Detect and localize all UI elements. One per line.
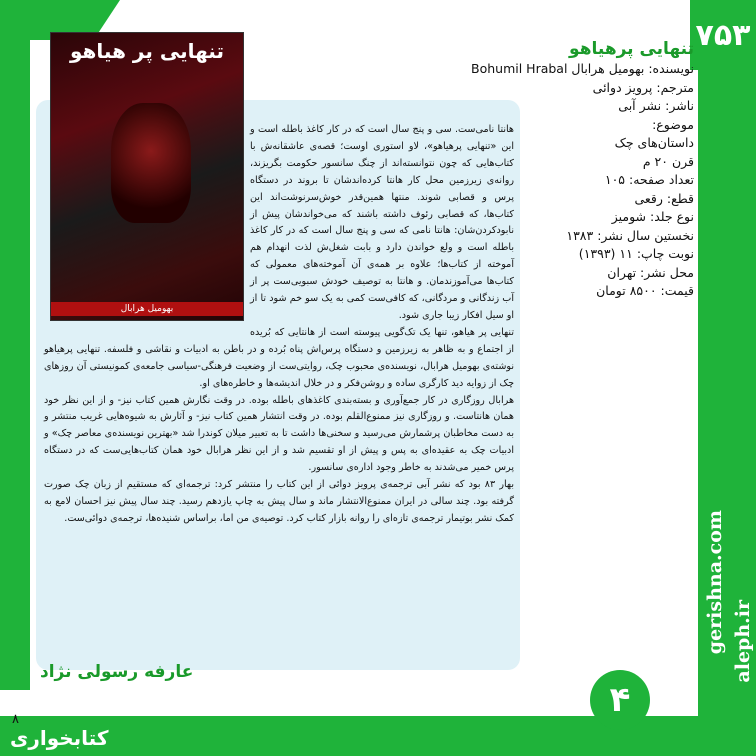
info-subject-label: موضوع:	[652, 116, 694, 132]
info-price: قیمت: ۸۵۰۰ تومان	[596, 283, 694, 298]
info-translator: مترجم: پرویز دوائی	[592, 79, 694, 95]
site-gerishna: gerishna.com	[704, 510, 726, 655]
info-binding: نوع جلد: شومیز	[611, 209, 694, 224]
section-label: کتابخواری	[10, 726, 109, 750]
info-subject-century: قرن ۲۰ م	[642, 153, 694, 169]
info-place: محل نشر: تهران	[607, 264, 694, 280]
folio-number: ۸	[12, 712, 19, 727]
site-aleph: aleph.ir	[732, 600, 754, 683]
info-pages: تعداد صفحه: ۱۰۵	[604, 172, 694, 187]
paragraph-2: تنهایی پر هیاهو، تنها یک تک‌گویی پیوسته است از هانتایی که بُریده از اجتماع و به ظاهر به زیرزمین و دستگاه پرس‌اش پناه بُرده و در باطن به ادبیات و نقاشی و فلسفه. تنهایی پرهیاهو نوشته‌ی بهومیل هرابال، نویسنده‌ی محبوب چک، روایتی‌ست از وضعیت فرهنگی-سیاسی جامعه‌ی کمونیستی آن روزهای چک از زوایه دید کارگری ساده و روشن‌فکر و در خلال اندیشه‌ها و خاطره‌های او.	[44, 326, 514, 389]
info-first-year: نخستین سال نشر: ۱۳۸۳	[566, 227, 694, 243]
info-author: نویسنده: بهومیل هرابال Bohumil Hrabal	[471, 61, 694, 76]
info-subject-value: داستان‌های چک	[614, 135, 694, 150]
book-info	[430, 38, 694, 301]
info-publisher: ناشر: نشر آبی	[618, 98, 694, 113]
paragraph-1: هانتا نامی‌ست. سی و پنج سال است که در کار کاغذ باطله است و این «تنهایی پرهیاهو»، لاو استوری اوست؛ قصه‌ی عاشقانه‌ش با کتاب‌هایی که چون نتوانسته‌اند از چنگ سانسور حکومت بگریزند، روانه‌ی زیرزمین محل کار هانتا کرده‌اندشان تا بروند در دستگاه پرس و قصابی شوند. منتها همین‌قدر خوش‌سرنوشت‌اند این کتاب‌ها، که قصابی رئوف داشته باشند که می‌خواندشان پیش از نابودکردن‌شان: هانتا نامی که سی و پنج سال است که در کار کاغذ باطله است و ولع خواندن دارد و بابت شغل‌ش لذت انهدام هم آموخته از کتاب‌ها؛ علاوه بر همه‌ی آن آموخته‌های معمولی که کتاب‌ها می‌آموزندمان. و هانتا به توصیف خودش سبویی‌ست پر از آب زندگانی و مردگانی، که کافی‌ست کمی به یک سو خم شود تا از او سیل افکار زیبا جاری شود.	[250, 124, 514, 321]
info-edition: نوبت چاپ: ۱۱ (۱۳۹۳)	[578, 246, 694, 261]
info-format: قطع: رقعی	[634, 190, 694, 206]
page-number-top: ۷۵۳	[690, 0, 756, 70]
cover-author: بهومیل هرابال	[51, 302, 243, 316]
paragraph-4: بهار ۸۳ بود که نشر آبی ترجمه‌ی پرویز دوائی از این کتاب را منتشر کرد: ترجمه‌ای که مستقیم از زبان چک صورت گرفته بود. چند سالی در ایران ممنوع‌الانتشار ماند و سال پیش به چاپ یازدهم رسید. چند سال پیش نیز احسان لامع به کمک نشر بوتیمار ترجمه‌ی تازه‌ای را روانه بازار کتاب کرد. توصیه‌ی من اما، براساس شنیده‌ها، ترجمه‌ی دوائی‌ست.	[44, 479, 514, 524]
bottom-green-bar	[0, 716, 756, 756]
author-byline: عارفه رسولی نژاد	[40, 662, 194, 682]
paragraph-3: هرابال روزگاری در کار جمع‌آوری و بسته‌بندی کاغذهای باطله بوده. در وقت نگارش همین کتاب نیز- و از این نظر خود همان هانتاست. و روزگاری نیز ممنوع‌القلم بوده. در وقت انتشار همین کتاب نیز- و آثارش به شیوه‌هایی غریب منتشر و به دست مخاطبان پرشمارش می‌رسید و سخنی‌ها داشت تا به تعبیر میلان کوندرا شد «بهترین نویسنده‌ی معاصر چک» و ادبیات چک به عقیده‌ای به پس و پیش از او تقسیم شد و از این نظر هرابال خود همان کتاب‌هایی‌ست که در دستگاه پرس خمیر می‌شدند به خاطر وجود اداره‌ی سانسور.	[44, 394, 514, 474]
cover-title: تنهایی پر هیاهو	[70, 39, 224, 63]
book-title: تنهایی پرهیاهو	[569, 39, 694, 59]
cover-float-space	[44, 122, 244, 332]
left-green-bar	[0, 0, 30, 690]
big-number-badge: ۴	[590, 670, 650, 730]
